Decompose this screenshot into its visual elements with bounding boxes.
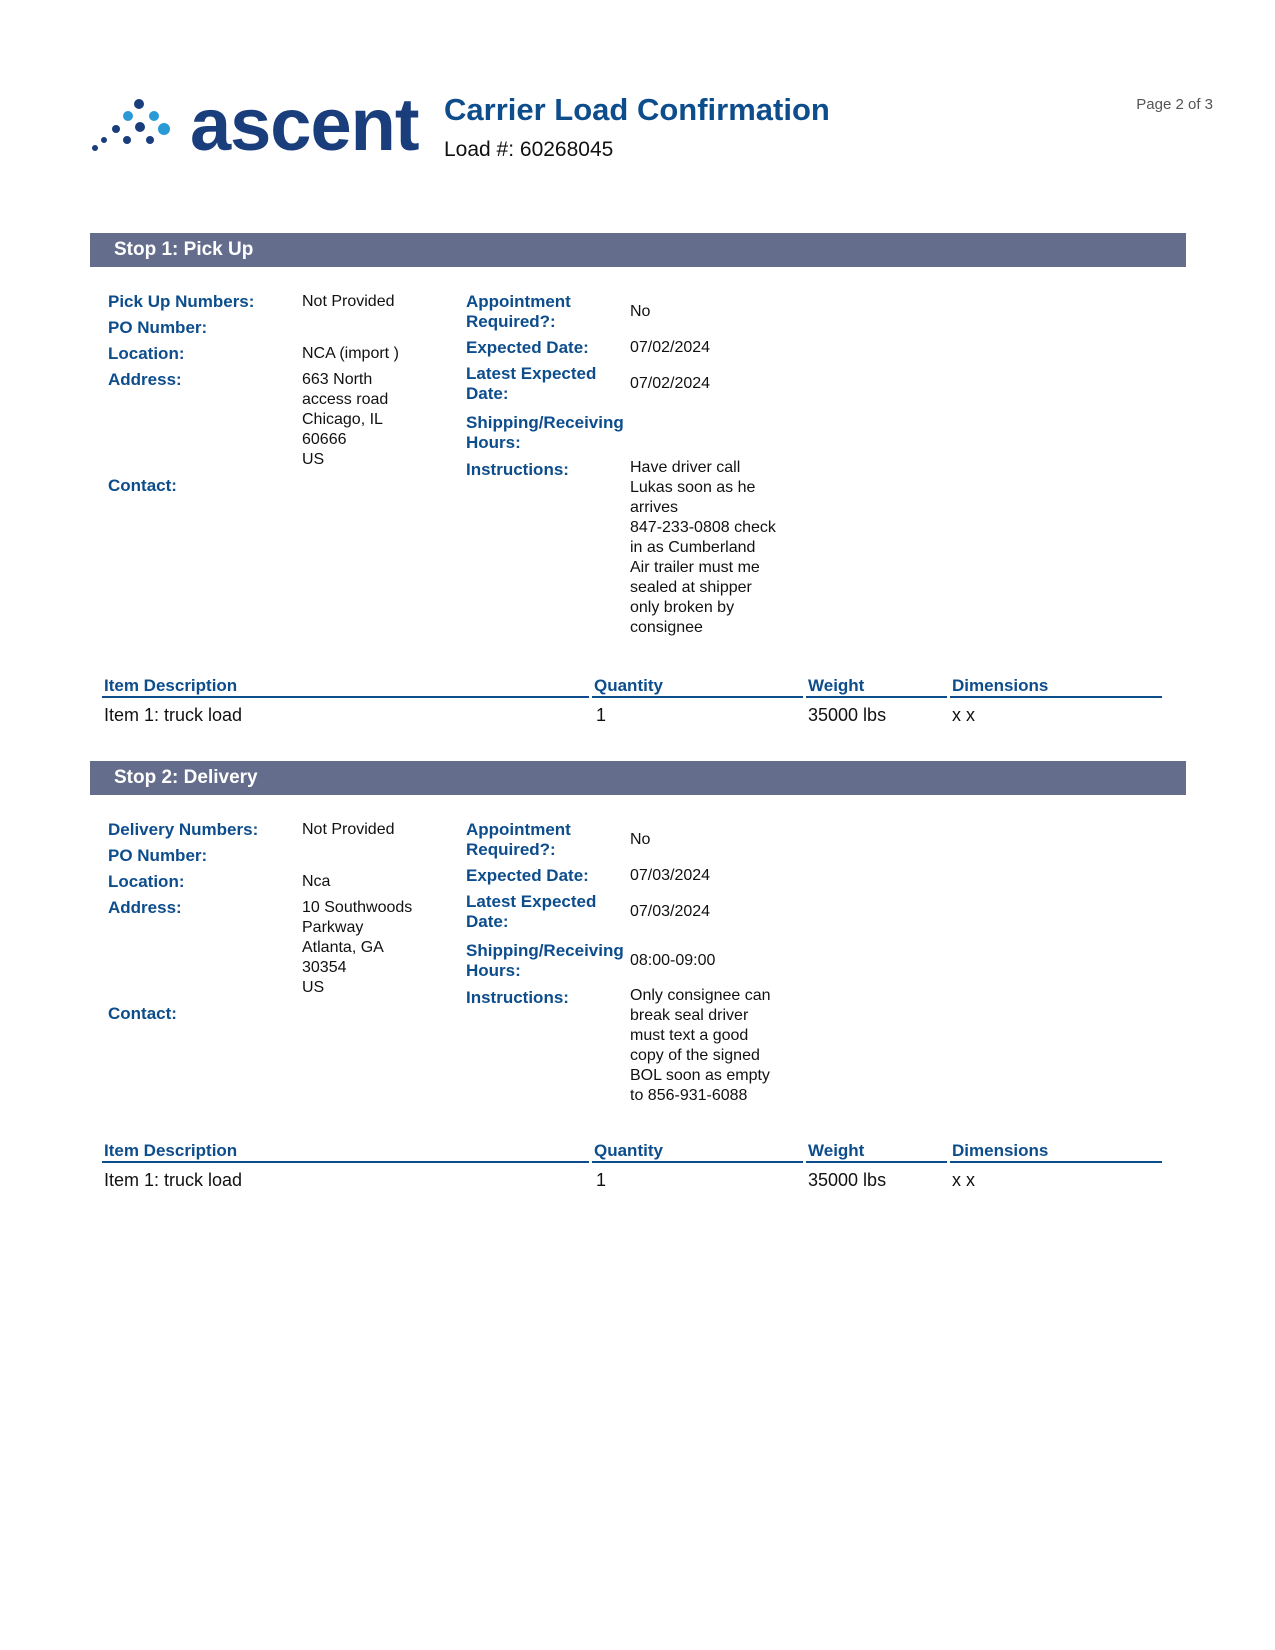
col-header-quantity: Quantity	[592, 1141, 803, 1163]
stop-2-instructions-label: Instructions:	[466, 988, 569, 1007]
logo-wordmark: ascent	[190, 83, 419, 166]
stop-2-expected-label: Expected Date:	[466, 866, 589, 885]
stop-2-hours-label	[466, 941, 624, 981]
label-line: Latest Expected	[466, 364, 597, 383]
col-header-description: Item Description	[102, 676, 589, 698]
stop-1-latest-label	[466, 364, 596, 404]
stop-2-latest-label	[466, 892, 596, 932]
ascent-logo	[92, 83, 419, 166]
stop-2-location-label: Location:	[108, 872, 185, 891]
stop-2-location-value: Nca	[302, 873, 331, 890]
label-line: Hours:	[466, 961, 521, 980]
instruction-line: Lukas soon as he	[630, 479, 756, 496]
label-line: Date:	[466, 912, 509, 931]
stop-2-latest-value: 07/03/2024	[630, 903, 711, 920]
instruction-line: consignee	[630, 619, 703, 636]
stop-1-instructions	[630, 458, 795, 638]
stop-2-address-label: Address:	[108, 898, 182, 917]
item-quantity: 1	[596, 705, 607, 725]
label-line: Shipping/Receiving	[466, 413, 624, 432]
label-line: Appointment	[466, 292, 571, 311]
item-weight: 35000 lbs	[808, 1170, 887, 1190]
stop-2-header: Stop 2: Delivery	[90, 761, 1186, 795]
stop-2-expected-value: 07/03/2024	[630, 867, 711, 884]
label-line: Required?:	[466, 312, 556, 331]
instruction-line: BOL soon as empty	[630, 1067, 770, 1084]
stop-1-location-value: NCA (import )	[302, 345, 399, 362]
label-line: Hours:	[466, 433, 521, 452]
address-line: Atlanta, GA	[302, 939, 384, 956]
stop-1-address	[302, 370, 452, 470]
page-number: Page 2 of 3	[1136, 96, 1213, 113]
instruction-line: must text a good	[630, 1027, 749, 1044]
document-title: Carrier Load Confirmation	[444, 92, 830, 127]
label-line: Appointment	[466, 820, 571, 839]
stop-1-contact-label: Contact:	[108, 476, 177, 495]
stop-1-address-label: Address:	[108, 370, 182, 389]
stop-2-numbers-value: Not Provided	[302, 821, 395, 838]
stop-2-appointment-value: No	[630, 831, 651, 848]
instruction-line: arrives	[630, 499, 679, 516]
stop-1-numbers-value: Not Provided	[302, 293, 395, 310]
logo-dots-icon	[92, 96, 192, 166]
item-weight: 35000 lbs	[808, 705, 887, 725]
stop-1-latest-value: 07/02/2024	[630, 375, 711, 392]
col-header-description: Item Description	[102, 1141, 589, 1163]
col-header-weight: Weight	[806, 676, 947, 698]
col-header-dimensions: Dimensions	[950, 676, 1162, 698]
instruction-line: Have driver call	[630, 459, 741, 476]
address-line: 10 Southwoods	[302, 899, 413, 916]
address-line: 30354	[302, 959, 347, 976]
address-line: 60666	[302, 431, 347, 448]
stop-2-po-label: PO Number:	[108, 846, 208, 865]
instruction-line: break seal driver	[630, 1007, 749, 1024]
col-header-quantity: Quantity	[592, 676, 803, 698]
instruction-line: in as Cumberland	[630, 539, 756, 556]
stop-1-numbers-label: Pick Up Numbers:	[108, 292, 255, 311]
stop-1-location-label: Location:	[108, 344, 185, 363]
label-line: Latest Expected	[466, 892, 597, 911]
item-description: Item 1: truck load	[104, 1170, 243, 1190]
item-quantity: 1	[596, 1170, 607, 1190]
col-header-weight: Weight	[806, 1141, 947, 1163]
stop-2-hours-value: 08:00-09:00	[630, 952, 716, 969]
col-header-dimensions: Dimensions	[950, 1141, 1162, 1163]
instruction-line: to 856-931-6088	[630, 1087, 748, 1104]
stop-2-address	[302, 898, 452, 998]
label-line: Shipping/Receiving	[466, 941, 624, 960]
address-line: US	[302, 979, 325, 996]
stop-1-instructions-label: Instructions:	[466, 460, 569, 479]
address-line: 663 North	[302, 371, 373, 388]
stop-2-instructions	[630, 986, 795, 1106]
item-dimensions: x x	[952, 705, 976, 725]
stop-1-appointment-value: No	[630, 303, 651, 320]
label-line: Date:	[466, 384, 509, 403]
stop-1-po-label: PO Number:	[108, 318, 208, 337]
instruction-line: only broken by	[630, 599, 735, 616]
label-line: Required?:	[466, 840, 556, 859]
stop-1-expected-value: 07/02/2024	[630, 339, 711, 356]
address-line: access road	[302, 391, 389, 408]
address-line: Parkway	[302, 919, 364, 936]
stop-1-expected-label: Expected Date:	[466, 338, 589, 357]
stop-2-appointment-label	[466, 820, 571, 860]
address-line: Chicago, IL	[302, 411, 383, 428]
load-number: Load #: 60268045	[444, 138, 614, 161]
stop-1-hours-label	[466, 413, 624, 453]
instruction-line: copy of the signed	[630, 1047, 760, 1064]
address-line: US	[302, 451, 325, 468]
instruction-line: 847-233-0808 check	[630, 519, 776, 536]
stop-1-header: Stop 1: Pick Up	[90, 233, 1186, 267]
instruction-line: Only consignee can	[630, 987, 771, 1004]
instruction-line: sealed at shipper	[630, 579, 752, 596]
item-description: Item 1: truck load	[104, 705, 243, 725]
stop-2-numbers-label: Delivery Numbers:	[108, 820, 259, 839]
item-dimensions: x x	[952, 1170, 976, 1190]
instruction-line: Air trailer must me	[630, 559, 760, 576]
stop-1-appointment-label	[466, 292, 571, 332]
stop-2-contact-label: Contact:	[108, 1004, 177, 1023]
